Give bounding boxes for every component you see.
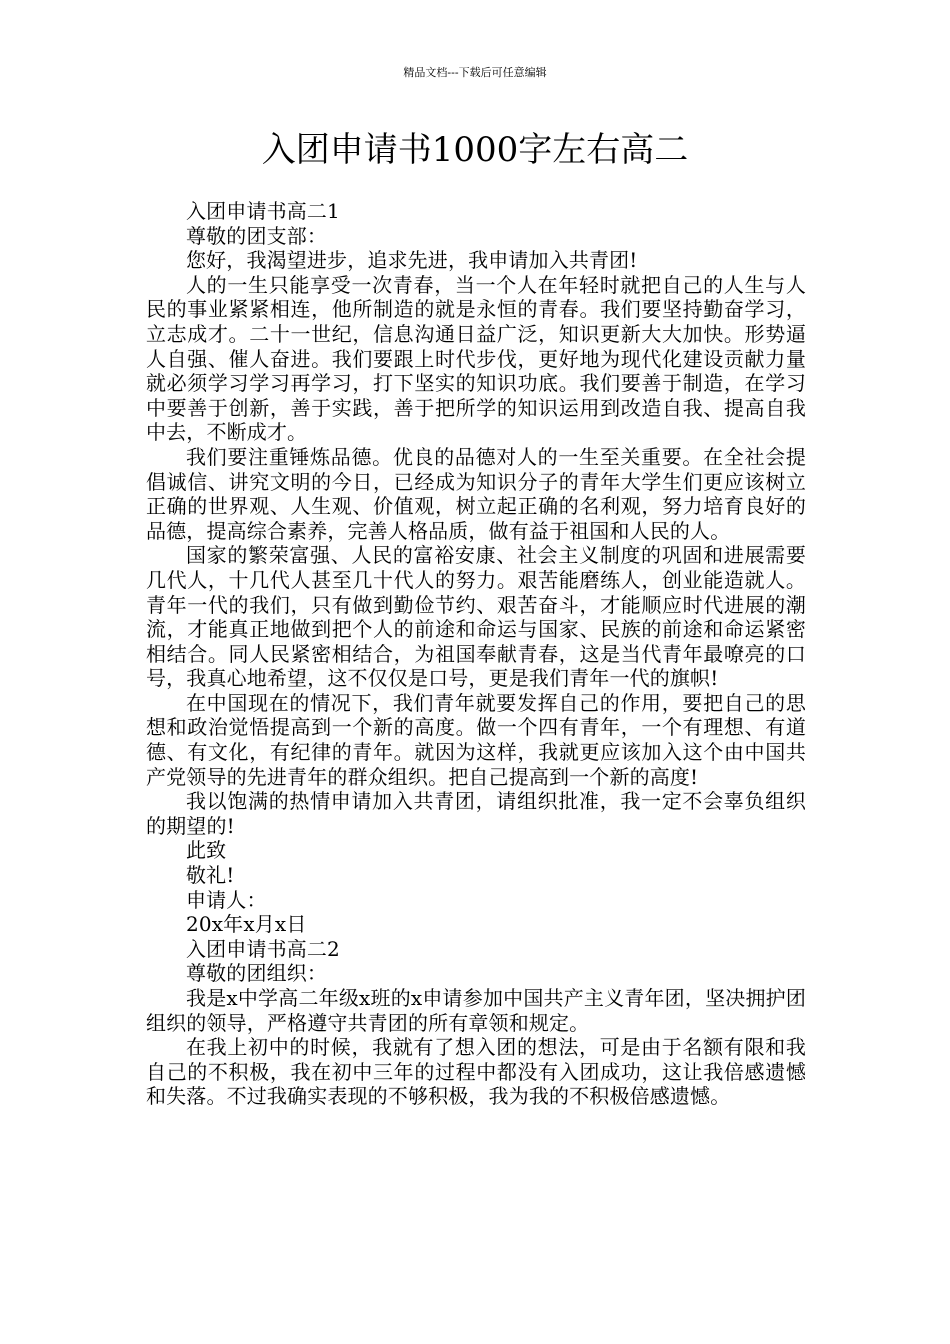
paragraph: 申请人： [186,887,267,912]
paragraph: 您好，我渴望进步，追求先进，我申请加入共青团! [186,248,638,273]
paragraph: 国家的繁荣富强、人民的富裕安康、社会主义制度的巩固和进展需要几代人，十几代人甚至几十代人的努力。艰苦能磨练人，创业能造就人。青年一代的我们，只有做到勤俭节约、艰苦奋斗，才能顺应时代进展的潮流，才能真正地做到把个人的前途和命运与国家、民族的前途和命运紧密相结合。同人民紧密相结合，为祖国奉献青春，这是当代青年最嘹亮的口号，我真心地希望，这不仅仅是口号，更是我们青年一代的旗帜! [146,543,806,691]
document-body [146,199,806,1109]
paragraph: 此致 [186,838,227,863]
paragraph: 入团申请书高二1 [186,199,340,223]
paragraph: 我是x中学高二年级x班的x申请参加中国共产主义青年团，坚决拥护团组织的领导，严格遵守共青团的所有章领和规定。 [146,986,806,1035]
paragraph: 尊敬的团支部： [186,223,328,248]
header-note: 精品文档---下载后可任意编辑 [403,66,547,79]
document-title: 入团申请书1000字左右高二 [261,130,689,170]
paragraph: 我以饱满的热情申请加入共青团，请组织批准，我一定不会辜负组织的期望的! [146,789,806,838]
paragraph: 尊敬的团组织： [186,961,328,986]
paragraph: 敬礼! [186,863,235,888]
paragraph: 人的一生只能享受一次青春，当一个人在年轻时就把自己的人生与人民的事业紧紧相连，他所制造的就是永恒的青春。我们要坚持勤奋学习，立志成才。二十一世纪，信息沟通日益广泛，知识更新大大加快。形势逼人自强、催人奋进。我们要跟上时代步伐，更好地为现代化建设贡献力量就必须学习学习再学习，打下坚实的知识功底。我们要善于制造，在学习中要善于创新，善于实践，善于把所学的知识运用到改造自我、提高自我中去，不断成才。 [146,272,806,445]
paragraph: 我们要注重锤炼品德。优良的品德对人的一生至关重要。在全社会提倡诚信、讲究文明的今日，已经成为知识分子的青年大学生们更应该树立正确的世界观、人生观、价值观，树立起正确的名利观，努力培育良好的品德，提高综合素养，完善人格品质，做有益于祖国和人民的人。 [146,444,806,543]
paragraph: 在我上初中的时候，我就有了想入团的想法，可是由于名额有限和我自己的不积极，我在初中三年的过程中都没有入团成功，这让我倍感遗憾和失落。不过我确实表现的不够积极，我为我的不积极倍感遗憾。 [146,1035,806,1109]
paragraph: 20x年x月x日 [186,912,307,937]
paragraph: 在中国现在的情况下，我们青年就要发挥自己的作用，要把自己的思想和政治觉悟提高到一个新的高度。做一个四有青年，一个有理想、有道德、有文化，有纪律的青年。就因为这样，我就更应该加入这个由中国共产党领导的先进青年的群众组织。把自己提高到一个新的高度! [146,690,806,789]
paragraph: 入团申请书高二2 [186,936,340,961]
